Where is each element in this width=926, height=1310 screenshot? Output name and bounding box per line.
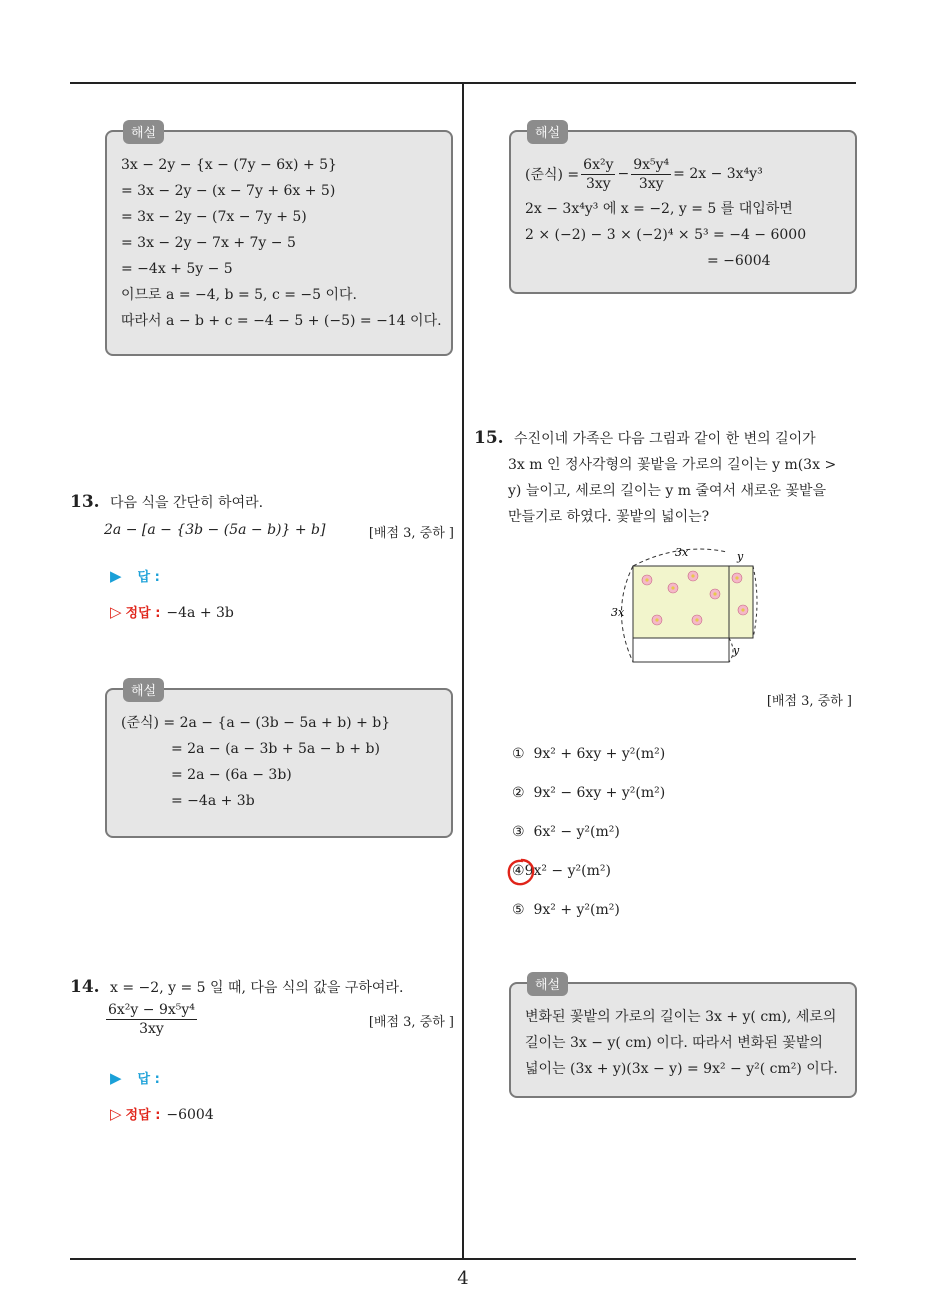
fraction-denominator: 3xy	[638, 175, 664, 192]
choice-mark: ⑤	[512, 902, 525, 918]
choice-2[interactable]	[512, 785, 665, 801]
solution-prefix: (준식) =	[525, 167, 580, 183]
solution-line: 3x − 2y − {x − (7y − 6x) + 5}	[121, 157, 337, 173]
score-label: [배점 3, 중하 ]	[368, 1015, 454, 1030]
hollow-triangle-icon: ▷	[110, 1105, 122, 1123]
solution-fraction	[581, 156, 615, 193]
solution-line: = −6004	[707, 253, 771, 269]
fraction-numerator: 9x⁵y⁴	[633, 156, 670, 173]
solution-tag: 해설	[527, 120, 568, 144]
fraction-denominator: 3xy	[139, 1021, 164, 1037]
play-icon: ▶	[110, 1069, 122, 1087]
choice-mark: ①	[512, 746, 525, 762]
question-13	[70, 490, 454, 546]
fraction-numerator: 6x²y − 9x⁵y⁴	[108, 1002, 195, 1018]
solution-box-15	[509, 978, 857, 1098]
solution-line: 넓이는 (3x + y)(3x − y) = 9x² − y²( cm²) 이다.	[525, 1061, 838, 1077]
page-number: 4	[457, 1268, 469, 1289]
correct-label: 정답 :	[125, 1108, 161, 1123]
correct-answer-row	[110, 1104, 214, 1123]
choice-3[interactable]	[512, 824, 620, 840]
solution-fraction	[631, 156, 671, 193]
score-label: [배점 3, 중하 ]	[368, 526, 454, 541]
solution-line: = −4a + 3b	[171, 793, 255, 809]
solution-tag: 해설	[123, 678, 164, 702]
correct-value: −4a + 3b	[166, 605, 234, 621]
choice-4[interactable]	[512, 863, 611, 879]
solution-line: = 3x − 2y − 7x + 7y − 5	[121, 235, 296, 251]
solution-box-14	[509, 126, 857, 294]
solution-line: = 3x − 2y − (7x − 7y + 5)	[121, 209, 307, 225]
question-text-line: 수진이네 가족은 다음 그림과 같이 한 변의 길이가	[514, 431, 816, 447]
choice-text: 9x² + 6xy + y²(m²)	[533, 746, 666, 762]
question-text: 다음 식을 간단히 하여라.	[110, 495, 264, 511]
choice-1[interactable]	[512, 746, 665, 762]
question-text: x = −2, y = 5 일 때, 다음 식의 값을 구하여라.	[110, 980, 404, 996]
figure-label-top: 3x	[675, 546, 689, 559]
solution-line: 따라서 a − b + c = −4 − 5 + (−5) = −14 이다.	[121, 313, 442, 329]
question-14	[70, 975, 454, 1045]
question-number: 14.	[70, 977, 100, 997]
score-label: [배점 3, 중하 ]	[766, 694, 852, 709]
answer-label: 답 :	[137, 570, 160, 585]
fraction-denominator: 3xy	[585, 175, 611, 192]
solution-tag: 해설	[123, 120, 164, 144]
solution-line: = 2a − (6a − 3b)	[171, 767, 292, 783]
answer-row[interactable]	[110, 566, 160, 585]
solution-box-13	[105, 684, 453, 838]
solution-line: = −4x + 5y − 5	[121, 261, 233, 277]
solution-tag: 해설	[527, 972, 568, 996]
question-expression: 2a − [a − {3b − (5a − b)} + b]	[104, 522, 326, 538]
question-text-line: 만들기로 하였다. 꽃밭의 넓이는?	[508, 509, 710, 525]
solution-line: 2 × (−2) − 3 × (−2)⁴ × 5³ = −4 − 6000	[525, 227, 807, 243]
choice-text: 6x² − y²(m²)	[533, 824, 620, 840]
solution-box-12	[105, 126, 453, 356]
solution-line: = 3x − 2y − (x − 7y + 6x + 5)	[121, 183, 336, 199]
solution-result: = 2x − 3x⁴y³	[673, 166, 763, 182]
choice-text: 9x² − 6xy + y²(m²)	[533, 785, 666, 801]
selected-circle-icon	[506, 857, 536, 887]
question-text-line: 3x m 인 정사각형의 꽃밭을 가로의 길이는 y m(3x >	[508, 457, 837, 473]
choice-mark: ③	[512, 824, 525, 840]
correct-answer-row	[110, 602, 234, 621]
column-divider	[462, 82, 464, 1259]
choice-text: 9x² − y²(m²)	[524, 863, 611, 879]
question-number: 13.	[70, 492, 100, 512]
fraction-numerator: 6x²y	[583, 156, 614, 173]
solution-line: 2x − 3x⁴y³ 에 x = −2, y = 5 를 대입하면	[525, 201, 793, 217]
correct-value: −6004	[166, 1107, 214, 1123]
solution-line: 이므로 a = −4, b = 5, c = −5 이다.	[121, 287, 357, 303]
bottom-rule	[70, 1258, 856, 1260]
solution-operator: −	[617, 166, 630, 182]
solution-line: (준식) = 2a − {a − (3b − 5a + b) + b}	[121, 715, 391, 731]
question-fraction	[106, 1001, 197, 1038]
choice-mark: ②	[512, 785, 525, 801]
question-number: 15.	[474, 428, 504, 448]
play-icon: ▶	[110, 567, 122, 585]
choice-5[interactable]	[512, 902, 620, 918]
choice-text: 9x² + y²(m²)	[533, 902, 620, 918]
solution-line: 길이는 3x − y( cm) 이다. 따라서 변화된 꽃밭의	[525, 1035, 823, 1051]
solution-line: 변화된 꽃밭의 가로의 길이는 3x + y( cm), 세로의	[525, 1009, 837, 1025]
solution-line: = 2a − (a − 3b + 5a − b + b)	[171, 741, 380, 757]
answer-label: 답 :	[137, 1072, 160, 1087]
figure-label-top-right: y	[737, 550, 744, 563]
correct-label: 정답 :	[125, 606, 161, 621]
figure-label-left: 3x	[611, 606, 625, 619]
question-15	[474, 426, 858, 530]
figure-label-bottom-right: y	[733, 644, 740, 657]
hollow-triangle-icon: ▷	[110, 603, 122, 621]
answer-row[interactable]	[110, 1068, 160, 1087]
garden-figure	[605, 540, 765, 670]
choice-mark: ④	[512, 863, 525, 879]
question-text-line: y) 늘이고, 세로의 길이는 y m 줄여서 새로운 꽃밭을	[508, 483, 827, 499]
